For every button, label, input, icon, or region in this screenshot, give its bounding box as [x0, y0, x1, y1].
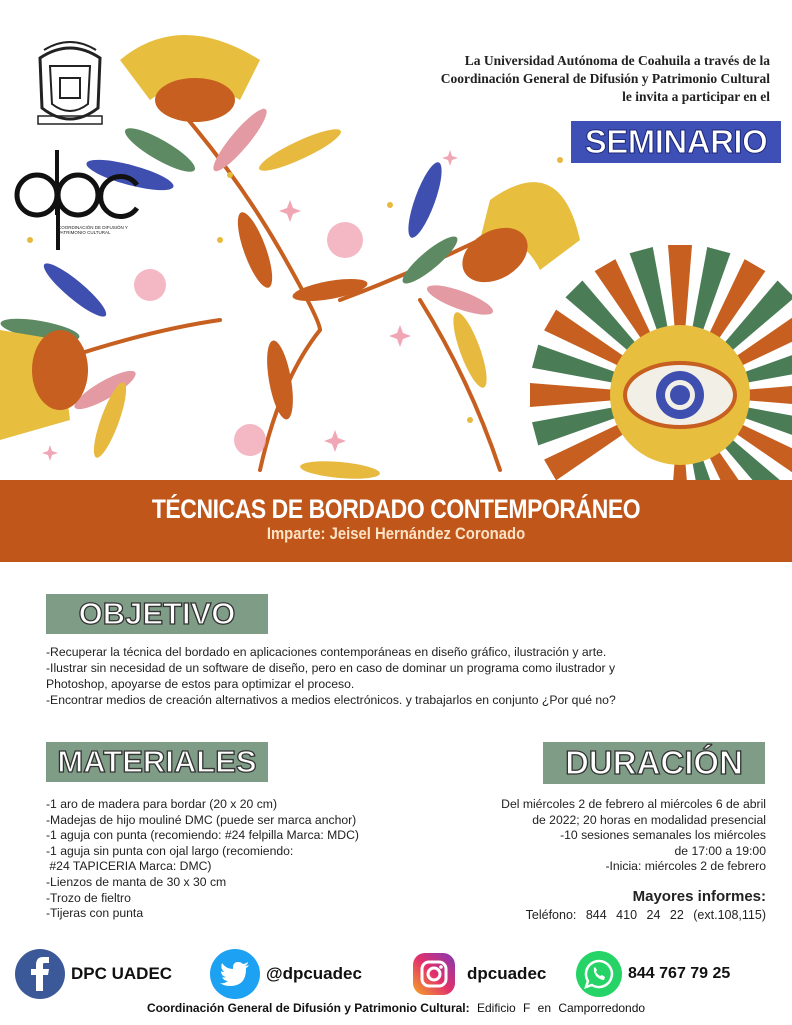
materiales-heading: MATERIALES	[46, 742, 268, 782]
objetivo-text	[46, 644, 776, 708]
instagram-icon	[413, 953, 455, 995]
invitation-text	[440, 52, 770, 106]
whatsapp-icon	[576, 951, 622, 997]
duracion-text	[416, 797, 766, 875]
event-type-label: SEMINARIO	[571, 121, 781, 163]
footer-location: Edificio F en Camporredondo	[469, 1001, 646, 1015]
list-item: -1 aguja sin punta con ojal largo (recomiendo:	[46, 843, 294, 858]
mayores-informes-label: Mayores informes:	[632, 888, 766, 905]
facebook-icon	[15, 949, 65, 999]
facebook-handle: DPC UADEC	[71, 964, 173, 983]
duracion-line: -Inicia: miércoles 2 de febrero	[605, 859, 766, 874]
objetivo-line: -Encontrar medios de creación alternativos a medios electrónicos. y trabajarlos en conjunto ¿Por qué no?	[46, 693, 616, 707]
whatsapp-link[interactable]	[576, 948, 730, 1000]
university-seal-logo	[30, 38, 110, 130]
list-item: -Madejas de hijo mouliné DMC (puede ser marca anchor)	[46, 812, 357, 827]
list-item: -Tijeras con punta	[46, 906, 144, 921]
twitter-link[interactable]	[210, 948, 362, 1000]
duracion-line: de 17:00 a 19:00	[674, 843, 766, 858]
footer-address	[0, 1001, 792, 1015]
dpc-logo-subtitle: COORDINACIÓN DE DIFUSIÓN Y PATRIMONIO CULTURAL	[58, 225, 128, 235]
seminar-title: TÉCNICAS DE BORDADO CONTEMPORÁNEO	[151, 494, 641, 524]
objetivo-line: -Ilustrar sin necesidad de un software de diseño, pero en caso de dominar un programa como ilustrador y	[46, 661, 616, 675]
duracion-line: de 2022; 20 horas en modalidad presencial	[532, 812, 766, 827]
twitter-icon	[210, 949, 260, 999]
dpc-logo	[12, 150, 142, 250]
list-item: -1 aro de madera para bordar (20 x 20 cm)	[46, 797, 277, 811]
twitter-handle: @dpcuadec	[266, 964, 362, 983]
list-item: -1 aguja con punta (recomiendo: #24 felpilla Marca: MDC)	[46, 828, 359, 843]
instagram-link[interactable]	[413, 948, 546, 1000]
duracion-line: -10 sesiones semanales los miércoles	[560, 828, 766, 843]
duracion-line: Del miércoles 2 de febrero al miércoles 6 de abril	[501, 797, 766, 811]
list-item: -Trozo de fieltro	[46, 890, 131, 905]
duracion-heading: DURACIÓN	[543, 742, 765, 784]
objetivo-heading: OBJETIVO	[46, 594, 268, 634]
instagram-handle: dpcuadec	[467, 964, 547, 983]
phone-number[interactable]: Teléfono: 844 410 24 22 (ext.108,115)	[525, 908, 766, 922]
materiales-list	[46, 797, 436, 922]
list-item: #24 TAPICERIA Marca: DMC)	[46, 859, 212, 874]
invitation-line: La Universidad Autónoma de Coahuila a través de la	[464, 53, 770, 68]
title-banner	[0, 480, 792, 562]
objetivo-line: -Recuperar la técnica del bordado en aplicaciones contemporáneas en diseño gráfico, ilustración y arte.	[46, 645, 607, 659]
footer-org: Coordinación General de Difusión y Patrimonio Cultural:	[146, 1001, 470, 1015]
invitation-line: Coordinación General de Difusión y Patrimonio Cultural	[440, 71, 770, 86]
list-item: -Lienzos de manta de 30 x 30 cm	[46, 874, 227, 889]
invitation-line: le invita a participar en el	[622, 89, 770, 104]
objetivo-line: Photoshop, apoyarse de estos para optimizar el proceso.	[46, 677, 355, 691]
teacher-name: Imparte: Jeisel Hernández Coronado	[266, 525, 526, 543]
facebook-link[interactable]	[15, 948, 172, 1000]
whatsapp-number: 844 767 79 25	[628, 965, 731, 982]
